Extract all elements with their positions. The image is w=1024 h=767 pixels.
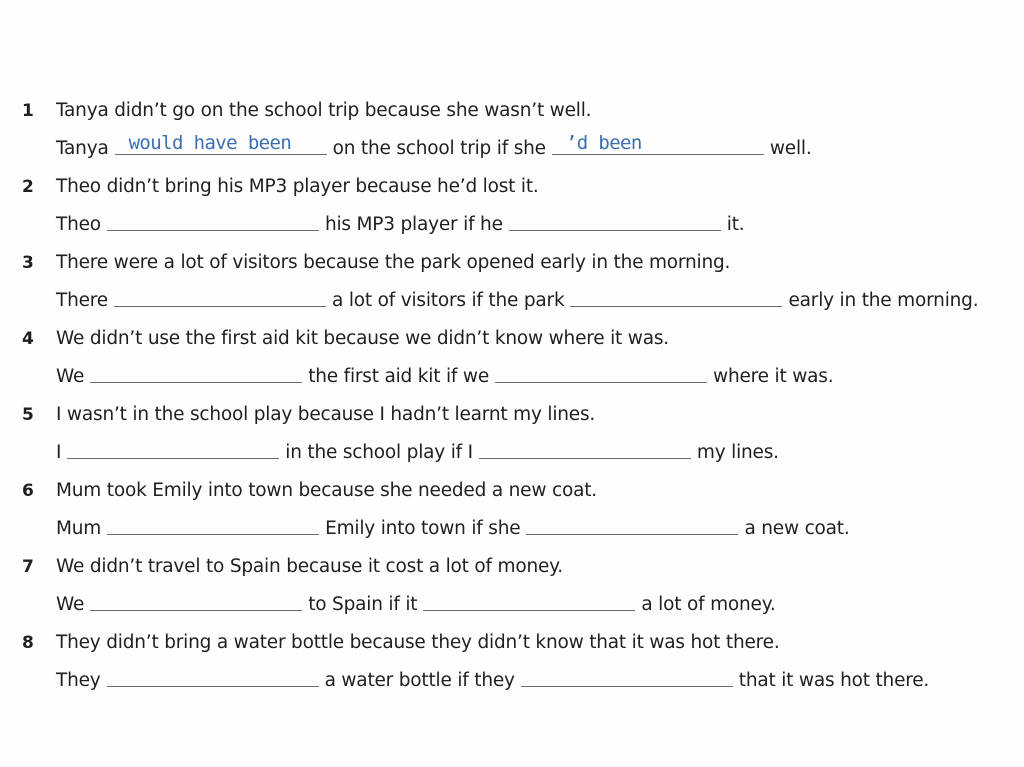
- sentence-text: I wasn’t in the school play because I hadn’t learnt my lines.: [56, 404, 596, 425]
- exercise-item: [22, 465, 1012, 541]
- answer-gap-1[interactable]: [114, 280, 326, 307]
- sentence-text: Tanya didn’t go on the school trip because she wasn’t well.: [56, 100, 592, 121]
- answer-gap-1[interactable]: [107, 660, 319, 687]
- item-number: 8: [22, 633, 34, 653]
- answer-sentence: [22, 503, 850, 541]
- answer-lead: Tanya: [56, 138, 109, 159]
- answer-gap-1[interactable]: [90, 356, 302, 383]
- answer-tail: that it was hot there.: [738, 670, 930, 691]
- answer-sentence: [22, 275, 978, 313]
- answer-sentence: [22, 351, 833, 389]
- answer-lead: We: [56, 366, 85, 387]
- exercise-item: [22, 313, 1012, 389]
- answer-tail: early in the morning.: [788, 290, 979, 311]
- answer-lead: We: [56, 594, 85, 615]
- sentence-text: They didn’t bring a water bottle because they didn’t know that it was hot there.: [56, 632, 780, 653]
- answer-middle: the first aid kit if we: [308, 366, 490, 387]
- answer-sentence: [22, 579, 776, 617]
- sentence-text: There were a lot of visitors because the park opened early in the morning.: [56, 252, 731, 273]
- answer-tail: well.: [769, 138, 812, 159]
- exercise-item: [22, 161, 1012, 237]
- answer-tail: where it was.: [713, 366, 834, 387]
- prompt-sentence: [22, 85, 591, 123]
- answer-gap-1[interactable]: [90, 584, 302, 611]
- handwritten-answer: would have been: [128, 132, 292, 154]
- answer-middle: a water bottle if they: [324, 670, 515, 691]
- exercise-item: [22, 85, 1012, 161]
- answer-sentence: [22, 427, 779, 465]
- prompt-sentence: [22, 541, 563, 579]
- answer-tail: my lines.: [696, 442, 779, 463]
- answer-tail: it.: [726, 214, 745, 235]
- item-number: 5: [22, 405, 34, 425]
- answer-gap-1[interactable]: [115, 128, 327, 155]
- exercise-item: [22, 389, 1012, 465]
- answer-middle: Emily into town if she: [325, 518, 521, 539]
- exercise-list: [22, 85, 1012, 693]
- exercise-item: [22, 617, 1012, 693]
- prompt-sentence: [22, 161, 539, 199]
- item-number: 2: [22, 177, 34, 197]
- item-number: 6: [22, 481, 34, 501]
- prompt-sentence: [22, 313, 669, 351]
- answer-sentence: [22, 123, 812, 161]
- sentence-text: Mum took Emily into town because she needed a new coat.: [56, 480, 597, 501]
- answer-middle: on the school trip if she: [332, 138, 546, 159]
- answer-sentence: [22, 655, 929, 693]
- answer-middle: to Spain if it: [308, 594, 418, 615]
- sentence-text: We didn’t use the first aid kit because we didn’t know where it was.: [56, 328, 669, 349]
- answer-lead: They: [56, 670, 101, 691]
- answer-tail: a lot of money.: [641, 594, 776, 615]
- answer-gap-2[interactable]: [423, 584, 635, 611]
- answer-gap-2[interactable]: [526, 508, 738, 535]
- exercise-item: [22, 237, 1012, 313]
- item-number: 4: [22, 329, 34, 349]
- answer-lead: Mum: [56, 518, 102, 539]
- answer-gap-2[interactable]: [521, 660, 733, 687]
- item-number: 1: [22, 101, 34, 121]
- answer-middle: his MP3 player if he: [324, 214, 503, 235]
- item-number: 7: [22, 557, 34, 577]
- answer-lead: There: [56, 290, 108, 311]
- answer-gap-1[interactable]: [67, 432, 279, 459]
- exercise-item: [22, 541, 1012, 617]
- answer-gap-2[interactable]: [495, 356, 707, 383]
- answer-gap-1[interactable]: [107, 508, 319, 535]
- answer-gap-2[interactable]: [509, 204, 721, 231]
- answer-gap-2[interactable]: [552, 128, 764, 155]
- prompt-sentence: [22, 617, 780, 655]
- prompt-sentence: [22, 389, 595, 427]
- sentence-text: We didn’t travel to Spain because it cost a lot of money.: [56, 556, 563, 577]
- item-number: 3: [22, 253, 34, 273]
- prompt-sentence: [22, 465, 597, 503]
- answer-gap-1[interactable]: [107, 204, 319, 231]
- sentence-text: Theo didn’t bring his MP3 player because he’d lost it.: [56, 176, 539, 197]
- answer-middle: a lot of visitors if the park: [332, 290, 565, 311]
- answer-gap-2[interactable]: [479, 432, 691, 459]
- answer-sentence: [22, 199, 744, 237]
- answer-middle: in the school play if I: [285, 442, 473, 463]
- answer-lead: I: [56, 442, 62, 463]
- answer-tail: a new coat.: [744, 518, 850, 539]
- answer-gap-2[interactable]: [570, 280, 782, 307]
- answer-lead: Theo: [56, 214, 101, 235]
- handwritten-answer: ’d been: [565, 132, 642, 154]
- prompt-sentence: [22, 237, 730, 275]
